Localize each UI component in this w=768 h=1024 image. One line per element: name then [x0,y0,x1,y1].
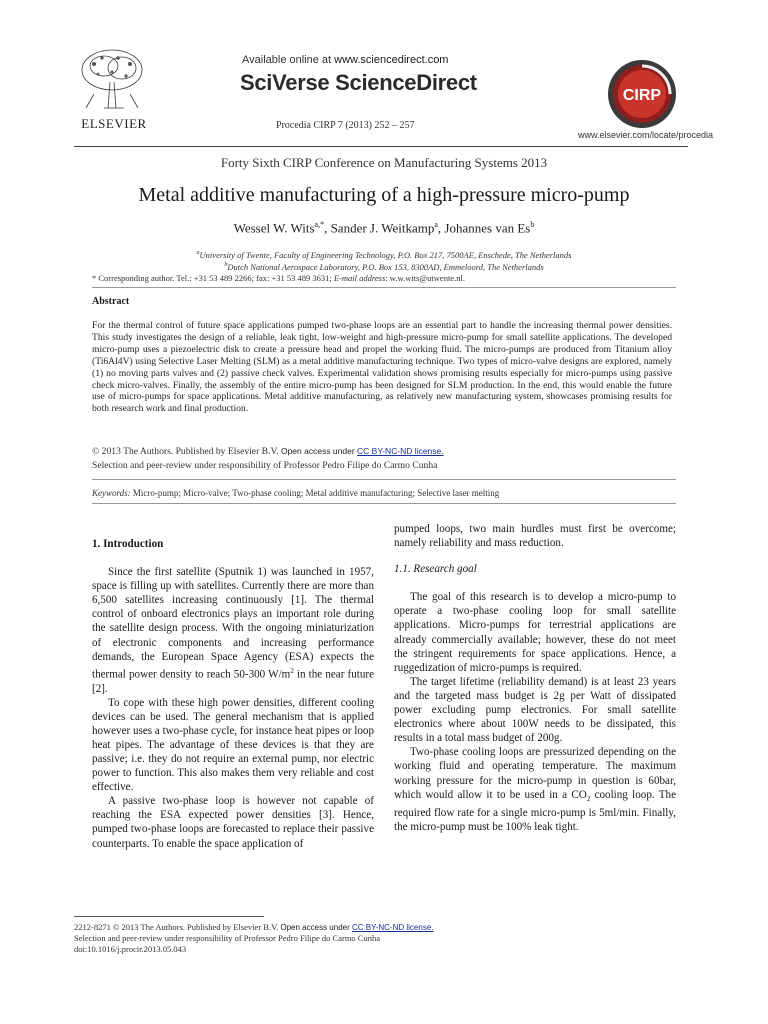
journal-url[interactable]: www.elsevier.com/locate/procedia [578,130,714,140]
affiliation-line [0,262,768,272]
platform-name: SciVerse ScienceDirect [240,70,477,95]
sciencedirect-link[interactable]: www.sciencedirect.com [334,54,449,66]
abstract-text: For the thermal control of future space applications pumped two-phase loops are an essential part to handle the increasing thermal power densities. This study investigates the design of a reliable, leak tight, low-weight and high-pressure micro-pump for small satellite applications. The developed micro-pump uses a piezoelectric disk to create a pressure head and propel the working fluid. The micro-pumps are produced from Titanium alloy (Ti6Al4V) using Selective Laser Melting (SLM) as a metal additive manufacturing technique. Two types of micro-valve designs are explored, namely (1) no moving parts valves and (2) passive check valves. Experimental validation shows promising results especially for micro-pumps using passive check micro-valves. Finally, the assembly of the entire micro-pump has been designed for SLM production. In the end, this would enable the future use of micro-pumps for space applications. Metal additive manufacturing, as relatively new manufacturing system, showcases promising results for both research work and final production. [92,320,672,415]
copyright-line [92,446,444,457]
available-online-prefix: Available online at [242,54,335,66]
co2-subscript: 2 [586,794,591,803]
author-name: Sander J. Weitkamp [330,220,435,236]
available-online-line [242,54,448,66]
corresponding-email[interactable]: : w.w.wits@utwente.nl. [385,273,465,283]
keywords-divider [92,479,676,480]
footer [74,922,433,955]
research-goal-paragraph: The goal of this research is to develop a micro-pump to operate a two-phase cooling loop for small satellite applications. Micro-pumps for terrestrial applications are already commercially available; however, these do not meet the stringent requirements for space applications. Hence, a ruggedization of micro-pumps is required. [394,591,676,674]
email-label: E-mail address [333,273,386,283]
intro-paragraph [92,565,374,696]
corresponding-author [92,273,465,283]
open-access-label: Open access under [280,446,358,456]
author-list: Wessel W. Wits$^{a,*}$, Sander J. Weitkamp$^a$, Johannes van Es$^b$ [233,220,535,236]
research-goal-paragraph [394,745,676,834]
keywords-text: Micro-pump; Micro-valve; Two-phase cooling; Metal additive manufacturing; Selective laser melting [130,488,500,498]
journal-reference: Procedia CIRP 7 (2013) 252 – 257 [276,120,415,131]
selection-note: Selection and peer-review under responsibility of Professor Pedro Filipe do Carmo Cunha [92,460,438,471]
author-affiliation-mark: a [434,220,438,229]
continued-paragraph: pumped loops, two main hurdles must first be overcome; namely reliability and mass reduction. [394,523,676,550]
affiliation-text: University of Twente, Faculty of Engineering Technology, P.O. Box 217, 7500AE, Enschede, The Netherlands [199,250,572,260]
pressure-text: Two-phase cooling loops are pressurized depending on the working fluid and operating temperature. The maximum working pressure for the micro-pump in question is 60bar, which would allow it to be used in a CO [394,746,676,801]
intro-paragraph-tail: in the near future [2]. [92,668,374,695]
author-name: Wessel W. Wits [233,220,315,236]
author-affiliation-mark: a,* [314,220,325,229]
footer-divider [74,916,264,917]
pressure-text-end: cooling loop. The required flow rate for a single micro-pump is 5ml/min. Finally, the micro-pump must be 100% leak tight. [394,788,676,833]
affiliation-text: Dutch National Aerospace Laboratory, P.O. Box 153, 8300AD, Emmeloord, The Netherlands [227,262,544,272]
affiliation-mark: b [224,262,228,269]
affiliation-line [0,250,768,260]
intro-paragraph-text: Since the first satellite (Sputnik 1) was launched in 1957, space is filling up with satellites. Currently there are more than 6,500 satellites increasing continuously [1]. The thermal control of onboard electronics plays an important role during the satellite design process. With the ongoing miniaturization of electronic components and increasing performance demands, the European Space Agency (ESA) expects the thermal power density to reach 50-300 W/m [92,566,374,681]
footer-open-access-label: Open access under [280,923,352,932]
section-heading-introduction: 1. Introduction [92,538,164,550]
paper-title: Metal additive manufacturing of a high-pressure micro-pump [138,184,630,206]
right-column [394,522,676,834]
keywords-label: Keywords: [92,488,131,498]
license-link[interactable]: CC BY-NC-ND license. [357,446,444,456]
footer-selection: Selection and peer-review under responsibility of Professor Pedro Filipe do Carmo Cunha [74,933,380,943]
intro-paragraph: A passive two-phase loop is however not capable of reaching the ESA expected power densities [3]. Hence, pumped two-phase loops are forecasted to replace their passive counterparts. To enable the space application of [92,795,374,850]
footer-license-link[interactable]: CC BY-NC-ND license. [351,923,434,932]
research-goal-paragraph: The target lifetime (reliability demand) is at least 23 years and the targeted mass budget is 2g per Watt of dissipated power excluding pump electronics. For small satellite electronics where about 100W needs to be dissipated, this results in a total mass budget of 200g. [394,675,676,745]
affiliation-mark: a [196,250,200,257]
cirp-logo-text: CIRP [622,87,662,104]
footer-issn-line [74,922,433,933]
footer-issn-text: 2212-8271 © 2013 The Authors. Published by Elsevier B.V. [74,922,281,932]
author-name: Johannes van Es [444,220,531,236]
author-affiliation-mark: b [530,220,535,229]
left-column [92,522,374,851]
abstract-top-divider [92,287,676,288]
corresponding-contact: * Corresponding author. Tel.: +31 53 489 2266; fax: +31 53 489 3631; [92,273,334,283]
conference-name: Forty Sixth CIRP Conference on Manufacturing Systems 2013 [220,155,548,170]
publisher-name: ELSEVIER [81,116,147,131]
intro-paragraph: To cope with these high power densities, different cooling devices can be used. The general mechanism that is applied however uses a two-phase cycle, for instance heat pipes or loop heat pipes. The advantage of these devices is that they are passive; i.e. they do not require an external pump, nor electric power to function. This also makes them very reliable and cost effective. [92,696,374,794]
abstract-heading: Abstract [92,296,130,307]
elsevier-tree-logo [74,46,150,126]
keywords-line [92,488,499,498]
header-divider [74,146,688,147]
cirp-logo [606,58,678,130]
footer-doi[interactable]: doi:10.1016/j.procir.2013.05.043 [74,944,187,954]
subsection-heading-research-goal: 1.1. Research goal [394,563,477,576]
body-divider [92,503,676,504]
unit-superscript: 2 [290,666,294,675]
copyright-text: © 2013 The Authors. Published by Elsevier B.V. [92,446,281,457]
